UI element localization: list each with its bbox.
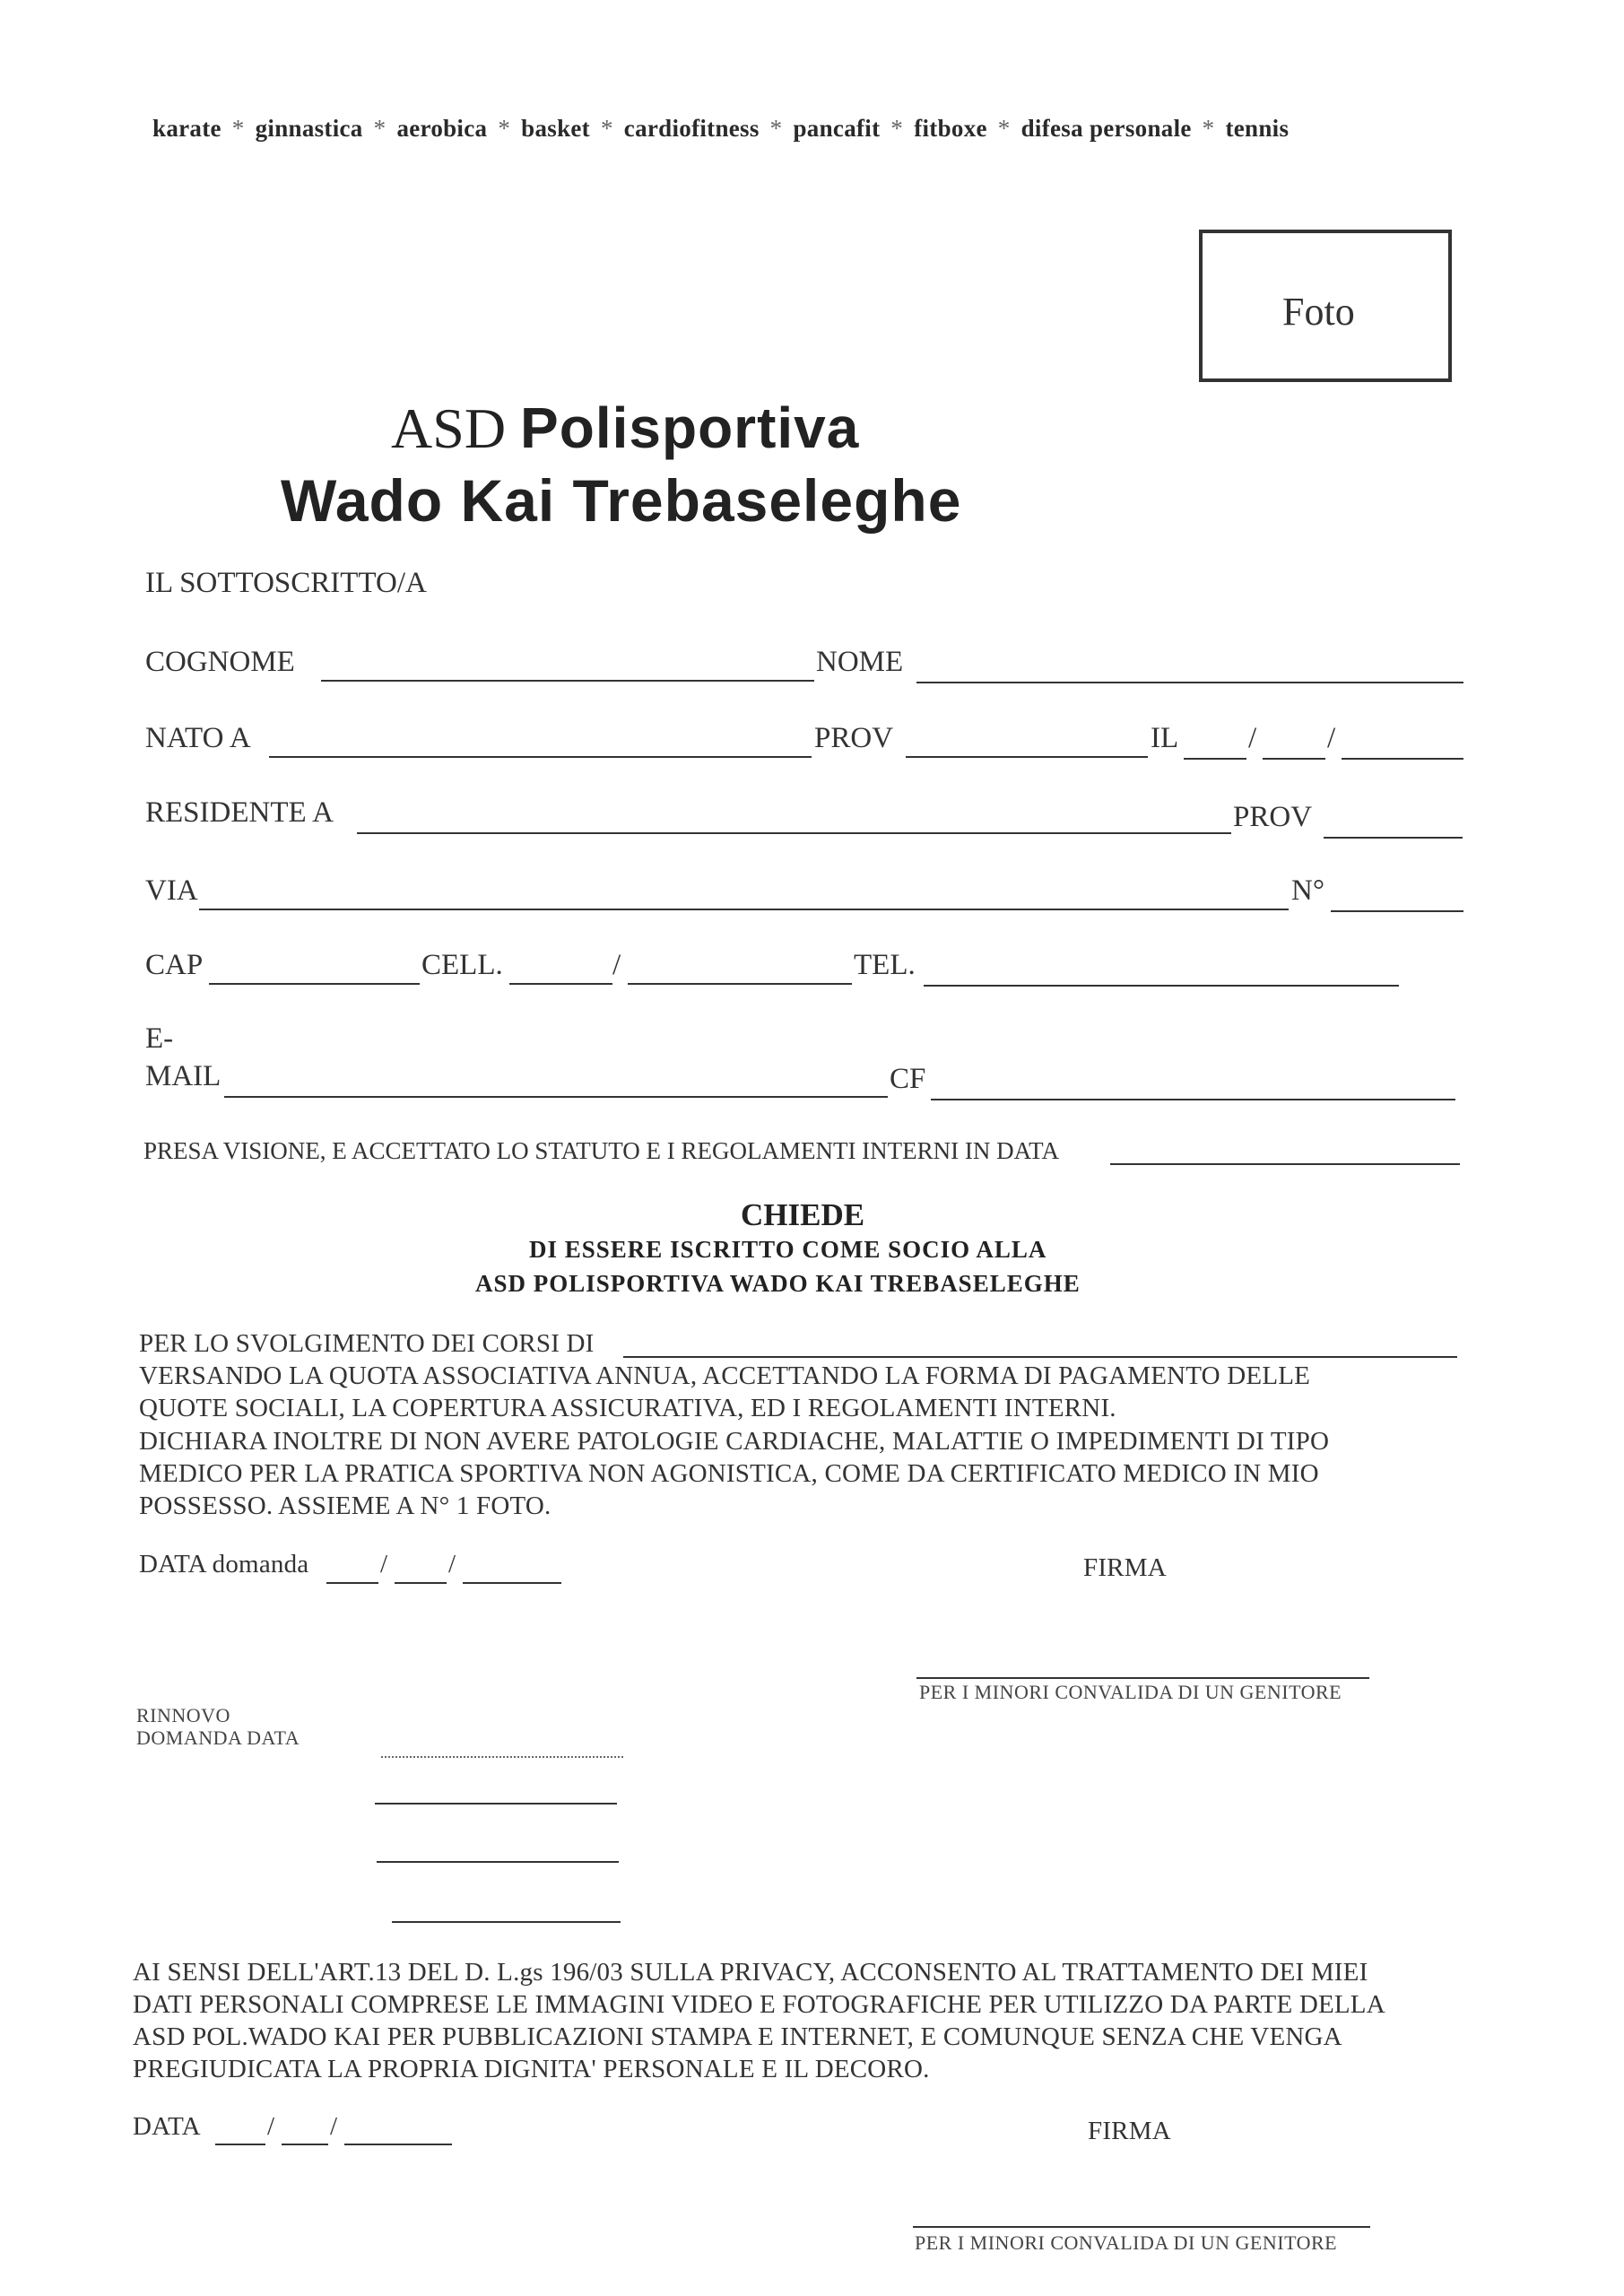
via-label: VIA: [145, 874, 198, 907]
prov-residence-field[interactable]: [1324, 837, 1463, 839]
privacy-month-field[interactable]: [282, 2144, 328, 2145]
separator-star: *: [890, 115, 904, 142]
prov-label: PROV: [814, 722, 894, 754]
corsi-label: PER LO SVOLGIMENTO DEI CORSI DI: [139, 1329, 595, 1358]
nome-label: NOME: [816, 646, 904, 678]
intro-label: IL SOTTOSCRITTO/A: [145, 567, 427, 599]
renewal-date-field[interactable]: [392, 1921, 621, 1923]
residente-a-label: RESIDENTE A: [145, 796, 334, 829]
sport-item: fitboxe: [914, 115, 987, 142]
domanda-data-label: DOMANDA DATA: [136, 1726, 300, 1749]
prov-label: PROV: [1233, 801, 1313, 833]
sport-item: aerobica: [396, 115, 488, 142]
birth-month-field[interactable]: [1263, 758, 1325, 760]
title-line-2: Wado Kai Trebaseleghe: [281, 467, 962, 534]
corsi-field[interactable]: [623, 1356, 1457, 1358]
rinnovo-label: RINNOVO: [136, 1704, 230, 1726]
numero-field[interactable]: [1331, 910, 1463, 912]
email-label-2: MAIL: [145, 1060, 221, 1092]
signature-line[interactable]: [916, 1677, 1369, 1679]
title-line-1: [391, 395, 859, 462]
privacy-year-field[interactable]: [344, 2144, 452, 2145]
sports-list: [152, 115, 1444, 143]
separator-star: *: [231, 115, 245, 142]
domanda-month-field[interactable]: [395, 1582, 447, 1584]
il-label: IL: [1151, 722, 1179, 754]
declaration-line: MEDICO PER LA PRATICA SPORTIVA NON AGONISTICA, COME DA CERTIFICATO MEDICO IN MIO: [139, 1459, 1319, 1488]
cap-field[interactable]: [209, 983, 420, 985]
declaration-line: QUOTE SOCIALI, LA COPERTURA ASSICURATIVA, ED I REGOLAMENTI INTERNI.: [139, 1394, 1116, 1422]
separator-star: *: [1202, 115, 1215, 142]
title-polisportiva: Polisportiva: [520, 396, 860, 460]
nato-a-label: NATO A: [145, 722, 251, 754]
numero-label: N°: [1291, 874, 1325, 907]
separator-star: *: [997, 115, 1011, 142]
minori-note: PER I MINORI CONVALIDA DI UN GENITORE: [919, 1681, 1342, 1703]
separator-star: *: [600, 115, 613, 142]
birth-day-field[interactable]: [1184, 758, 1246, 760]
firma-label: FIRMA: [1088, 2117, 1171, 2145]
prov-field[interactable]: [906, 756, 1148, 758]
via-field[interactable]: [199, 909, 1289, 910]
date-slash: /: [380, 1550, 388, 1578]
declaration-line: DICHIARA INOLTRE DI NON AVERE PATOLOGIE CARDIACHE, MALATTIE O IMPEDIMENTI DI TIPO: [139, 1427, 1330, 1456]
presa-visione-date-field[interactable]: [1110, 1163, 1460, 1165]
data-domanda-label: DATA domanda: [139, 1550, 309, 1578]
sport-item: basket: [521, 115, 590, 142]
renewal-date-field[interactable]: [381, 1756, 623, 1758]
date-slash: /: [330, 2112, 338, 2141]
minori-note: PER I MINORI CONVALIDA DI UN GENITORE: [915, 2231, 1338, 2254]
cf-field[interactable]: [931, 1099, 1455, 1100]
privacy-line: AI SENSI DELL'ART.13 DEL D. L.gs 196/03 SULLA PRIVACY, ACCONSENTO AL TRATTAMENTO DEI MIEI: [133, 1958, 1368, 1987]
signature-line[interactable]: [913, 2226, 1370, 2228]
cf-label: CF: [890, 1063, 926, 1095]
cognome-field[interactable]: [321, 680, 814, 682]
sport-item: cardiofitness: [623, 115, 760, 142]
tel-label: TEL.: [854, 949, 916, 981]
renewal-date-field[interactable]: [375, 1803, 617, 1805]
birth-year-field[interactable]: [1342, 758, 1463, 760]
declaration-line: POSSESSO. ASSIEME A N° 1 FOTO.: [139, 1492, 551, 1520]
date-slash: /: [267, 2112, 275, 2141]
firma-label: FIRMA: [1083, 1553, 1167, 1582]
cell-prefix-field[interactable]: [509, 983, 612, 985]
title-asd: ASD: [391, 396, 507, 460]
sport-item: karate: [152, 115, 221, 142]
renewal-date-field[interactable]: [377, 1861, 619, 1863]
domanda-day-field[interactable]: [326, 1582, 378, 1584]
nome-field[interactable]: [916, 682, 1463, 683]
cap-label: CAP: [145, 949, 204, 981]
privacy-line: PREGIUDICATA LA PROPRIA DIGNITA' PERSONALE E IL DECORO.: [133, 2055, 930, 2083]
separator-star: *: [769, 115, 783, 142]
tel-field[interactable]: [924, 985, 1399, 987]
separator-star: *: [498, 115, 511, 142]
sport-item: pancafit: [793, 115, 881, 142]
chiede-heading: CHIEDE: [741, 1197, 865, 1232]
email-field[interactable]: [224, 1096, 888, 1098]
sport-item: difesa personale: [1020, 115, 1192, 142]
sport-item: tennis: [1225, 115, 1290, 142]
date-slash: /: [448, 1550, 456, 1578]
cell-number-field[interactable]: [628, 983, 852, 985]
data-label: DATA: [133, 2112, 201, 2141]
domanda-year-field[interactable]: [463, 1582, 561, 1584]
presa-visione-text: PRESA VISIONE, E ACCETTATO LO STATUTO E I REGOLAMENTI INTERNI IN DATA: [143, 1137, 1059, 1164]
date-slash: /: [1248, 722, 1257, 754]
separator-star: *: [373, 115, 386, 142]
cell-slash: /: [612, 949, 621, 981]
nato-a-field[interactable]: [269, 756, 812, 758]
date-slash: /: [1327, 722, 1336, 754]
request-line-2: ASD POLISPORTIVA WADO KAI TREBASELEGHE: [475, 1270, 1081, 1297]
sport-item: ginnastica: [255, 115, 363, 142]
request-line-1: DI ESSERE ISCRITTO COME SOCIO ALLA: [529, 1236, 1047, 1263]
cell-label: CELL.: [421, 949, 503, 981]
privacy-day-field[interactable]: [215, 2144, 265, 2145]
declaration-line: VERSANDO LA QUOTA ASSOCIATIVA ANNUA, ACCETTANDO LA FORMA DI PAGAMENTO DELLE: [139, 1361, 1311, 1390]
email-label-1: E-: [145, 1022, 174, 1055]
residente-a-field[interactable]: [357, 832, 1231, 834]
photo-label: Foto: [1282, 290, 1355, 334]
privacy-line: DATI PERSONALI COMPRESE LE IMMAGINI VIDEO E FOTOGRAFICHE PER UTILIZZO DA PARTE DELLA: [133, 1990, 1385, 2019]
privacy-line: ASD POL.WADO KAI PER PUBBLICAZIONI STAMPA E INTERNET, E COMUNQUE SENZA CHE VENGA: [133, 2022, 1342, 2051]
cognome-label: COGNOME: [145, 646, 295, 678]
